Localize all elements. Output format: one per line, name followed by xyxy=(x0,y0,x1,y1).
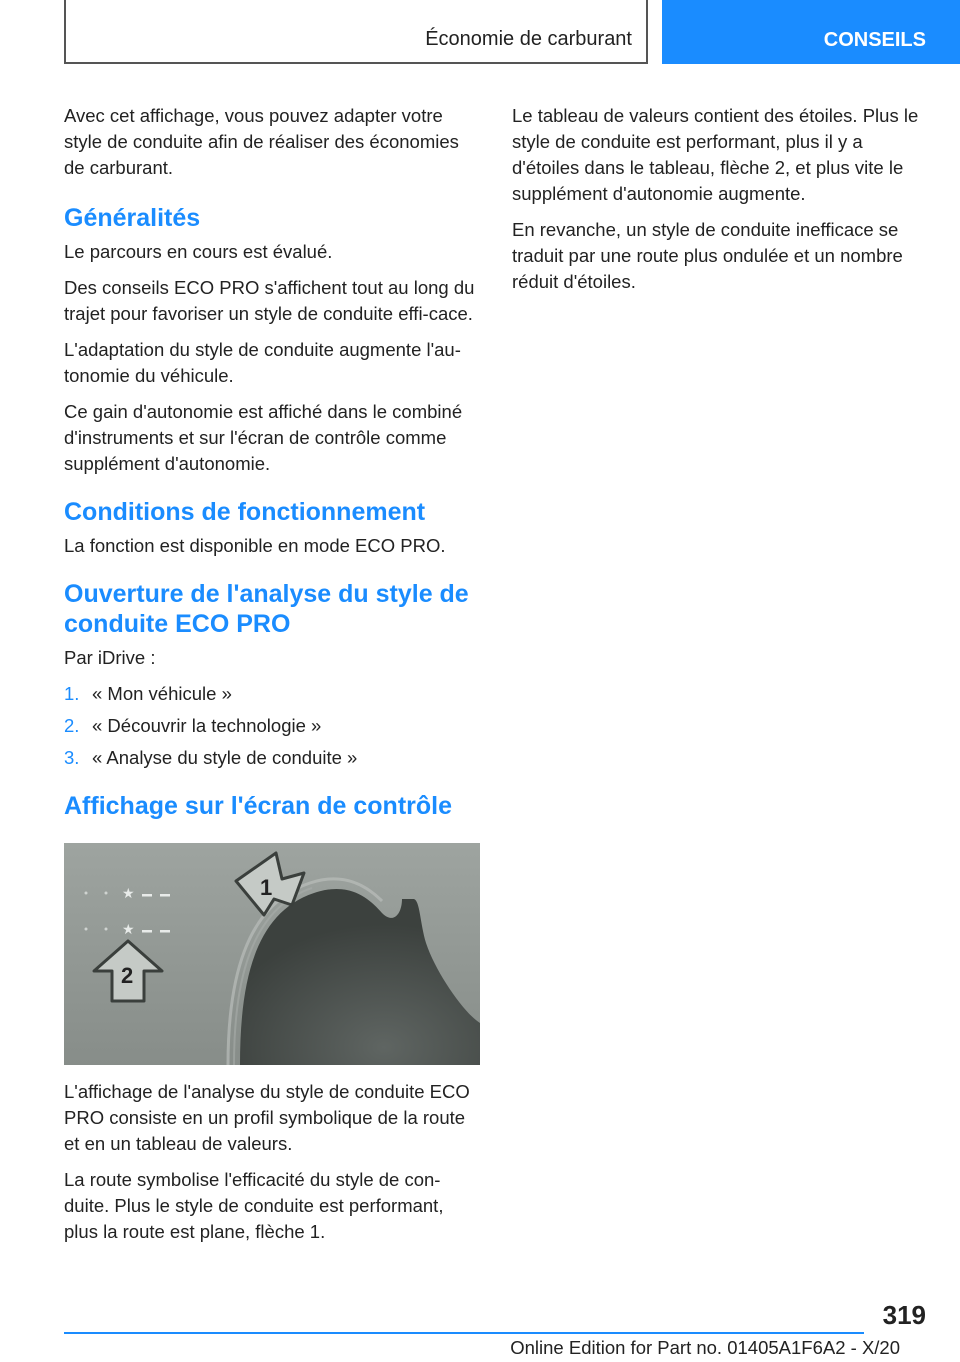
step-number: 2. xyxy=(64,715,80,736)
dot-icon xyxy=(105,928,108,931)
paragraph: Le tableau de valeurs contient des étoiles. Plus le style de conduite est performant, plus il y a d'étoiles dans le tableau, flèche 2, et plus vite le supplément d'autonomie augmente. xyxy=(512,105,919,204)
paragraph: Ce gain d'autonomie est affiché dans le combiné d'instruments et sur l'écran de contrôle comme supplément d'autonomie. xyxy=(64,401,463,474)
header-chapter-tab xyxy=(662,0,960,64)
step-number: 1. xyxy=(64,683,80,704)
arrow-2-label: 2 xyxy=(121,963,134,988)
paragraph: L'affichage de l'analyse du style de conduite ECO PRO consiste en un profil symbolique de la route et en un tableau de valeurs. xyxy=(64,1081,470,1154)
steps-list xyxy=(64,681,482,771)
star-icon: ★ xyxy=(122,922,135,938)
road-profile-graphic xyxy=(64,843,480,1065)
paragraph: La route symbolise l'efficacité du style de con-duite. Plus le style de conduite est performant, plus la route est plane, flèche 1. xyxy=(64,1169,444,1242)
right-column xyxy=(512,103,932,305)
dash-icon xyxy=(142,894,152,897)
left-column xyxy=(64,103,482,1255)
dot-icon xyxy=(105,892,108,895)
list-item xyxy=(64,713,482,739)
list-item xyxy=(64,681,482,707)
paragraph: Des conseils ECO PRO s'affichent tout au long du trajet pour favoriser un style de conduite effi-cace. xyxy=(64,277,475,324)
dot-icon xyxy=(85,928,88,931)
paragraph: Par iDrive : xyxy=(64,647,156,668)
heading-display: Affichage sur l'écran de contrôle xyxy=(64,792,452,820)
page-number: 319 xyxy=(882,1300,926,1330)
intro-paragraph: Avec cet affichage, vous pouvez adapter votre style de conduite afin de réaliser des économies de carburant. xyxy=(64,105,459,178)
star-icon: ★ xyxy=(122,886,135,902)
step-text: « Découvrir la technologie » xyxy=(92,715,322,736)
header-section-title: Économie de carburant xyxy=(425,28,632,50)
header-section-box xyxy=(64,0,648,64)
dot-icon xyxy=(85,892,88,895)
dash-icon xyxy=(142,930,152,933)
dash-icon xyxy=(160,894,170,897)
arrow-2-icon xyxy=(94,941,162,1001)
control-display-illustration xyxy=(64,843,480,1065)
heading-general: Généralités xyxy=(64,204,201,232)
step-number: 3. xyxy=(64,747,80,768)
dash-icon xyxy=(160,930,170,933)
road-profile-shape xyxy=(240,889,480,1065)
paragraph: Le parcours en cours est évalué. xyxy=(64,241,333,262)
step-text: « Mon véhicule » xyxy=(92,683,232,704)
star-row xyxy=(85,922,171,938)
footer-edition-text: Online Edition for Part no. 01405A1F6A2 - X/20 xyxy=(510,1337,900,1358)
header-chapter-title: CONSEILS xyxy=(823,29,926,51)
paragraph: La fonction est disponible en mode ECO PRO. xyxy=(64,535,446,556)
arrow-1-label: 1 xyxy=(260,875,273,900)
step-text: « Analyse du style de conduite » xyxy=(92,747,358,768)
list-item xyxy=(64,745,482,771)
heading-conditions: Conditions de fonctionnement xyxy=(64,498,426,526)
footer-divider xyxy=(64,1332,864,1334)
heading-open-analysis: Ouverture de l'analyse du style de conduite ECO PRO xyxy=(64,580,469,638)
paragraph: En revanche, un style de conduite inefficace se traduit par une route plus ondulée et un nombre réduit d'étoiles. xyxy=(512,219,903,292)
paragraph: L'adaptation du style de conduite augmente l'au-tonomie du véhicule. xyxy=(64,339,461,386)
star-row xyxy=(85,886,171,902)
